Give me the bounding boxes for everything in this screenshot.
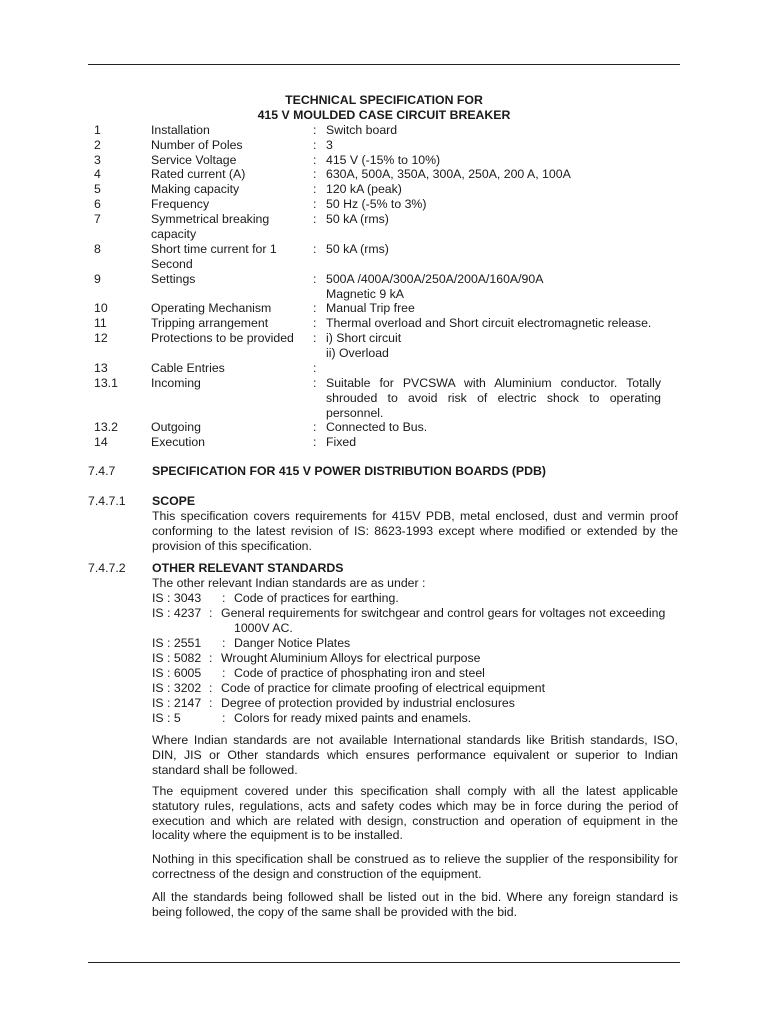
standard-colon: :: [222, 591, 226, 605]
spec-colon: :: [313, 138, 317, 152]
spec-colon: :: [313, 435, 317, 449]
spec-colon: :: [313, 316, 317, 330]
spec-value: 630A, 500A, 350A, 300A, 250A, 200 A, 100A: [326, 167, 571, 181]
spec-value: i) Short circuit: [326, 331, 402, 345]
standard-code: IS : 3043: [152, 591, 202, 605]
spec-colon: :: [313, 376, 317, 390]
spec-value-line-2: Magnetic 9 kA: [326, 287, 404, 301]
section-heading: OTHER RELEVANT STANDARDS: [152, 561, 344, 575]
body-paragraph: Where Indian standards are not available International standards like British standards, ISO, DIN, JIS or Other standards which ensures performance equivalent or superior to Indian standard shall be followed.: [152, 733, 678, 777]
body-paragraph: The equipment covered under this specification shall comply with all the latest applicable statutory rules, regulations, acts and safety codes which may be in force during the period of execution and which are related with design, construction and operation of equipment in the locality where the equipment is to be installed.: [152, 784, 678, 843]
standard-text: Degree of protection provided by industrial enclosures: [221, 696, 515, 710]
standard-text: Wrought Aluminium Alloys for electrical purpose: [221, 651, 481, 665]
standard-colon: :: [209, 681, 213, 695]
footer-rule: [88, 962, 680, 963]
standard-text: Code of practice of phosphating iron and steel: [234, 666, 485, 680]
standard-colon: :: [222, 636, 226, 650]
standard-code: IS : 2147: [152, 696, 202, 710]
standard-code: IS : 3202: [152, 681, 202, 695]
standard-colon: :: [209, 696, 213, 710]
spec-value: Fixed: [326, 435, 357, 449]
spec-param: Symmetrical breaking capacity: [151, 212, 270, 241]
spec-param: Service Voltage: [151, 153, 237, 167]
spec-value: 50 Hz (-5% to 3%): [326, 197, 427, 211]
spec-no: 13: [94, 361, 108, 375]
spec-no: 3: [94, 153, 101, 167]
spec-colon: :: [313, 361, 317, 375]
spec-colon: :: [313, 182, 317, 196]
spec-colon: :: [313, 301, 317, 315]
standard-colon: :: [209, 651, 213, 665]
spec-no: 5: [94, 182, 101, 196]
section-number: 7.4.7.1: [88, 494, 126, 508]
spec-no: 8: [94, 242, 101, 256]
spec-value: Connected to Bus.: [326, 420, 428, 434]
document-title-line-1: TECHNICAL SPECIFICATION FOR: [285, 93, 483, 107]
body-paragraph: Nothing in this specification shall be construed as to relieve the supplier of the responsibility for correctness of the design and construction of the equipment.: [152, 852, 678, 881]
standard-text-line-2: 1000V AC.: [234, 621, 293, 635]
spec-param: Making capacity: [151, 182, 240, 196]
spec-colon: :: [313, 420, 317, 434]
spec-no: 12: [94, 331, 108, 345]
spec-value: 120 kA (peak): [326, 182, 402, 196]
spec-param: Installation: [151, 123, 210, 137]
spec-param: Operating Mechanism: [151, 301, 272, 315]
spec-no: 4: [94, 167, 101, 181]
spec-param: Incoming: [151, 376, 201, 390]
spec-no: 9: [94, 272, 101, 286]
section-heading: SPECIFICATION FOR 415 V POWER DISTRIBUTION BOARDS (PDB): [152, 464, 546, 478]
standard-colon: :: [222, 666, 226, 680]
spec-colon: :: [313, 331, 317, 345]
spec-value: 50 kA (rms): [326, 242, 389, 256]
standard-code: IS : 2551: [152, 636, 202, 650]
spec-no: 11: [94, 316, 107, 330]
spec-param: Short time current for 1 Second: [151, 242, 277, 271]
spec-colon: :: [313, 242, 317, 256]
spec-value: Manual Trip free: [326, 301, 415, 315]
document-title-line-2: 415 V MOULDED CASE CIRCUIT BREAKER: [257, 108, 511, 122]
spec-param: Execution: [151, 435, 206, 449]
body-paragraph: All the standards being followed shall be listed out in the bid. Where any foreign standard is being followed, the copy of the same shall be provided with the bid.: [152, 890, 678, 919]
standard-code: IS : 5082: [152, 651, 202, 665]
spec-value: Switch board: [326, 123, 398, 137]
section-number: 7.4.7: [88, 464, 116, 478]
standard-code: IS : 5: [152, 711, 181, 725]
spec-param: Settings: [151, 272, 196, 286]
standard-text: General requirements for switchgear and control gears for voltages not exceeding: [221, 606, 666, 620]
spec-value: 50 kA (rms): [326, 212, 389, 226]
section-heading: SCOPE: [152, 494, 196, 508]
spec-colon: :: [313, 197, 317, 211]
spec-param: Frequency: [151, 197, 210, 211]
spec-colon: :: [313, 153, 317, 167]
spec-value-line-2: ii) Overload: [326, 346, 389, 360]
spec-param: Protections to be provided: [151, 331, 294, 345]
spec-value: 500A /400A/300A/250A/200A/160A/90A: [326, 272, 544, 286]
standard-code: IS : 4237: [152, 606, 202, 620]
spec-no: 2: [94, 138, 101, 152]
standard-colon: :: [222, 711, 226, 725]
standards-intro: The other relevant Indian standards are as under :: [152, 576, 426, 590]
standard-text: Danger Notice Plates: [234, 636, 351, 650]
spec-no: 1: [94, 123, 101, 137]
spec-param: Rated current (A): [151, 167, 246, 181]
spec-param: Tripping arrangement: [151, 316, 269, 330]
spec-no: 6: [94, 197, 101, 211]
spec-value: 415 V (-15% to 10%): [326, 153, 441, 167]
standard-code: IS : 6005: [152, 666, 202, 680]
spec-value: Thermal overload and Short circuit electromagnetic release.: [326, 316, 652, 330]
spec-no: 10: [94, 301, 108, 315]
section-number: 7.4.7.2: [88, 561, 126, 575]
spec-no: 13.1: [94, 376, 118, 390]
header-rule: [88, 64, 680, 65]
spec-colon: :: [313, 212, 317, 226]
standard-colon: :: [209, 606, 213, 620]
spec-no: 7: [94, 212, 101, 226]
spec-param: Number of Poles: [151, 138, 243, 152]
scope-paragraph: This specification covers requirements for 415V PDB, metal enclosed, dust and vermin proof conforming to the latest revision of IS: 8623-1993 except where modified or extended by the provision of this specification.: [152, 509, 678, 553]
spec-no: 14: [94, 435, 108, 449]
standard-text: Colors for ready mixed paints and enamels.: [234, 711, 472, 725]
spec-param: Cable Entries: [151, 361, 225, 375]
spec-colon: :: [313, 167, 317, 181]
spec-colon: :: [313, 272, 317, 286]
spec-param: Outgoing: [151, 420, 201, 434]
spec-colon: :: [313, 123, 317, 137]
spec-no: 13.2: [94, 420, 118, 434]
standard-text: Code of practice for climate proofing of electrical equipment: [221, 681, 545, 695]
standard-text: Code of practices for earthing.: [234, 591, 399, 605]
spec-value: Suitable for PVCSWA with Aluminium conductor. Totally shrouded to avoid risk of electric shock to operating personnel.: [326, 376, 661, 420]
spec-value: 3: [326, 138, 333, 152]
